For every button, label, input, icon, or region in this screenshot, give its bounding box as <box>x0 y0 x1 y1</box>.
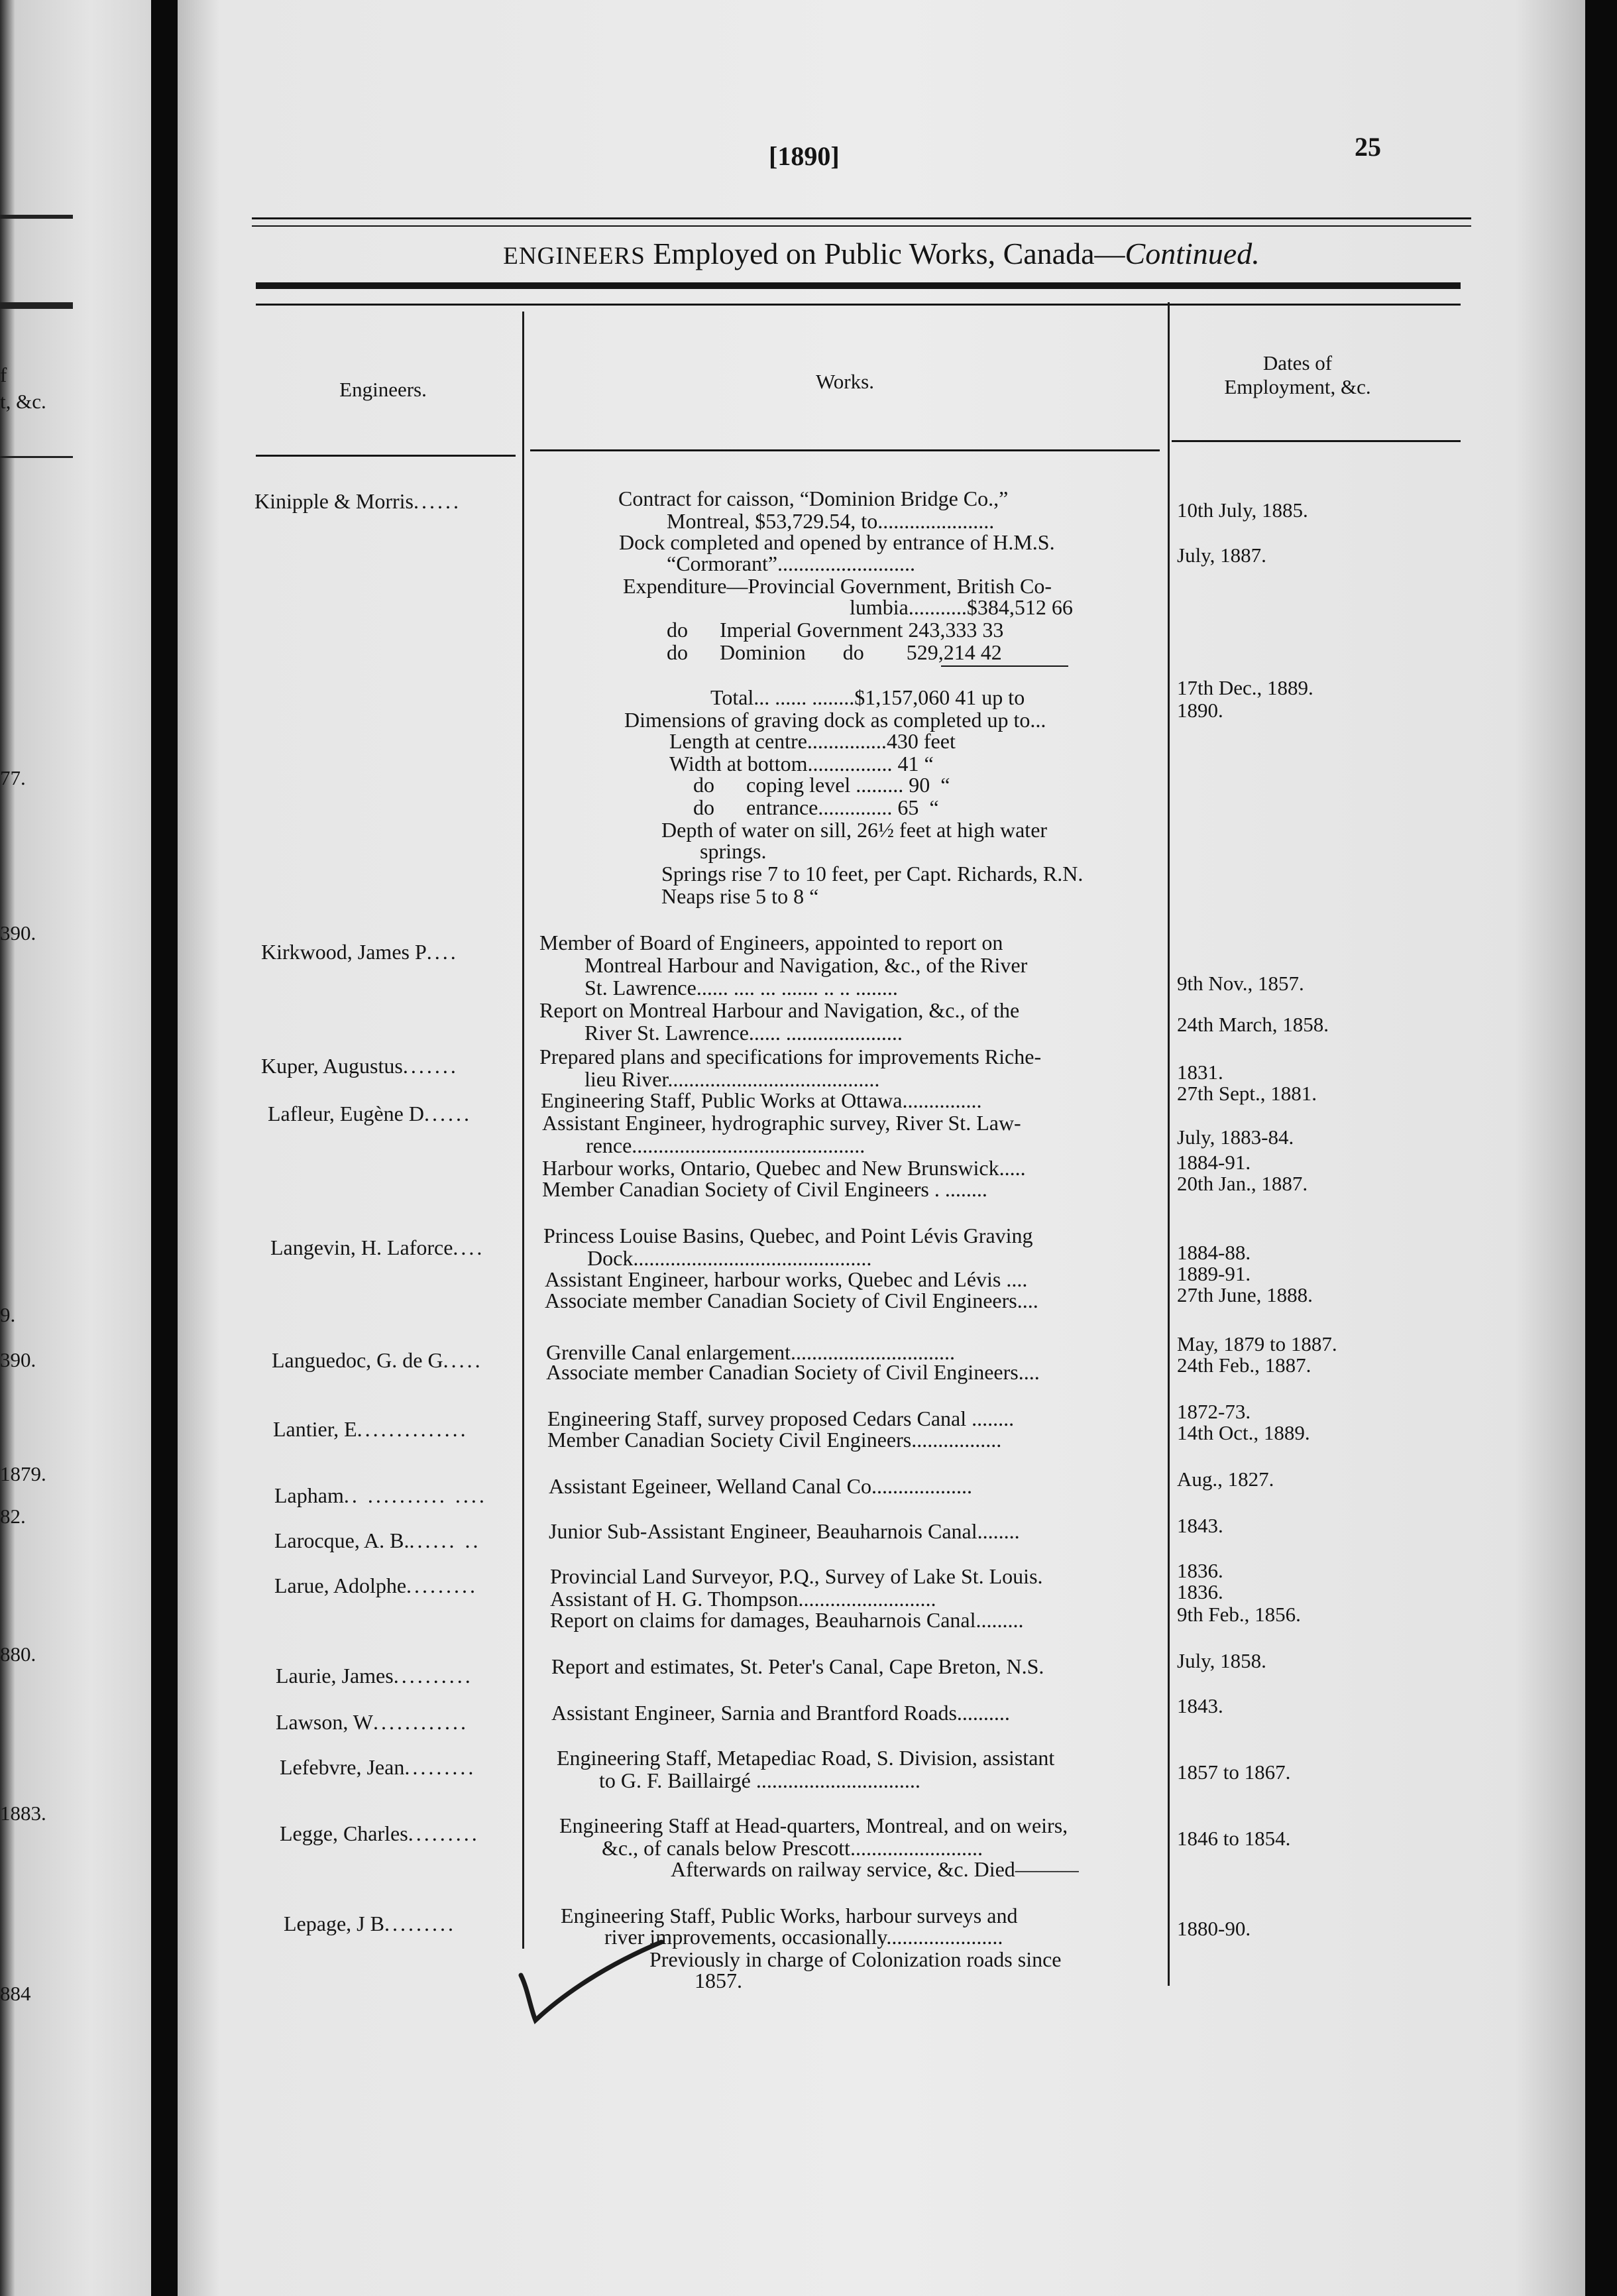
employment-date: 1884-88. <box>1177 1241 1251 1264</box>
handwritten-check-mark-icon <box>516 1935 668 2028</box>
facing-page-fragment: 82. <box>0 1505 26 1528</box>
engineer-name: Kirkwood, James P.... <box>261 940 459 964</box>
engineer-name: Lafleur, Eugène D...... <box>268 1102 472 1125</box>
employment-date: 17th Dec., 1889. <box>1177 676 1313 699</box>
work-line: Dock completed and opened by entrance of H.M.S. <box>619 530 1055 554</box>
engineer-name: Lantier, E.............. <box>273 1417 469 1441</box>
page-number: 25 <box>1355 132 1381 162</box>
facing-page-fragment: 1883. <box>0 1802 46 1825</box>
employment-date: 1836. <box>1177 1580 1223 1603</box>
work-line: do coping level ......... 90 “ <box>693 773 950 797</box>
work-line: St. Lawrence...... .... ... ....... .. .. ........ <box>585 976 898 1000</box>
work-line: Engineering Staff at Head-quarters, Montreal, and on weirs, <box>559 1813 1068 1837</box>
work-line: Previously in charge of Colonization roads since <box>649 1947 1062 1971</box>
page-year: [1890] <box>769 141 840 171</box>
work-line: Assistant Engineer, hydrographic survey, River St. Law- <box>542 1111 1021 1135</box>
work-line: do Imperial Government 243,333 33 <box>667 618 1004 642</box>
column-header-dates-line2: Employment, &c. <box>1224 375 1371 398</box>
employment-date: Aug., 1827. <box>1177 1467 1274 1491</box>
facing-page-fragment: f <box>0 363 7 386</box>
work-line: lumbia...........$384,512 66 <box>850 595 1073 619</box>
work-line: Prepared plans and specifications for improvements Riche- <box>539 1045 1042 1068</box>
work-line: Associate member Canadian Society of Civil Engineers.... <box>545 1289 1038 1312</box>
column-header-works: Works. <box>816 370 874 393</box>
title-rule <box>256 304 1461 306</box>
employment-date: 1831. <box>1177 1061 1223 1084</box>
header-underline <box>530 449 1160 451</box>
engineer-name: Lepage, J B......... <box>284 1912 456 1935</box>
employment-date: 1889-91. <box>1177 1262 1251 1285</box>
work-line: Engineering Staff, Public Works, harbour surveys and <box>561 1904 1018 1927</box>
work-line: river improvements, occasionally...................... <box>604 1925 1003 1949</box>
work-line: rence............................................ <box>586 1133 865 1157</box>
work-line: Princess Louise Basins, Quebec, and Point Lévis Graving <box>543 1224 1033 1247</box>
employment-date: 1884-91. <box>1177 1151 1251 1174</box>
work-line: &c., of canals below Prescott......................... <box>602 1836 983 1860</box>
facing-page-fragment: 1879. <box>0 1462 46 1485</box>
title-rest: Employed on Public Works, Canada— <box>645 237 1125 270</box>
employment-date: 1846 to 1854. <box>1177 1827 1291 1850</box>
column-header-dates-line1: Dates of <box>1262 351 1333 374</box>
work-line: Total... ...... ........$1,157,060 41 up to <box>710 685 1025 709</box>
employment-date: July, 1883-84. <box>1177 1125 1294 1149</box>
work-line: River St. Lawrence...... ...................... <box>585 1021 903 1045</box>
work-line: Assistant Engineer, Sarnia and Brantford Roads.......... <box>551 1701 1010 1725</box>
engineer-name: Kinipple & Morris...... <box>254 489 461 513</box>
facing-page-fragment: 390. <box>0 921 36 945</box>
work-line: Neaps rise 5 to 8 “ <box>661 884 819 908</box>
work-line: “Cormorant”.......................... <box>667 551 916 575</box>
facing-page-fragment: 9. <box>0 1303 16 1326</box>
work-line: Assistant Egeineer, Welland Canal Co................... <box>549 1474 972 1498</box>
title-continued: Continued. <box>1125 237 1260 270</box>
engineer-name: Languedoc, G. de G..... <box>272 1348 483 1372</box>
employment-date: May, 1879 to 1887. <box>1177 1332 1337 1355</box>
work-line: Contract for caisson, “Dominion Bridge Co.,” <box>618 487 1009 510</box>
facing-page-rule <box>0 302 73 309</box>
facing-page-fragment: 390. <box>0 1348 36 1371</box>
work-line: Montreal Harbour and Navigation, &c., of the River <box>585 953 1028 977</box>
engineer-name: Legge, Charles......... <box>280 1821 480 1845</box>
engineer-name: Laurie, James.......... <box>276 1664 473 1688</box>
work-line: Engineering Staff, survey proposed Cedars Canal ........ <box>547 1406 1015 1430</box>
employment-date: 1890. <box>1177 699 1223 722</box>
column-divider <box>522 312 524 1949</box>
work-line: Dock............................................. <box>587 1246 872 1270</box>
employment-date: 1843. <box>1177 1514 1223 1537</box>
work-line: Associate member Canadian Society of Civil Engineers.... <box>546 1360 1040 1384</box>
work-line: do Dominion do 529,214 42 <box>667 640 1002 664</box>
column-header-engineers: Engineers. <box>339 378 427 401</box>
work-line: Montreal, $53,729.54, to...................... <box>667 509 995 533</box>
header-rule <box>252 217 1471 219</box>
work-line: Report and estimates, St. Peter's Canal, Cape Breton, N.S. <box>551 1654 1044 1678</box>
facing-page-fragment: 880. <box>0 1642 36 1666</box>
header-underline <box>256 455 516 457</box>
engineer-name: Lefebvre, Jean......... <box>280 1755 476 1779</box>
employment-date: July, 1858. <box>1177 1649 1266 1672</box>
work-line: Grenville Canal enlargement............................... <box>546 1340 956 1364</box>
facing-page-rule <box>0 215 73 219</box>
work-line: springs. <box>700 839 767 863</box>
sum-rule <box>941 665 1068 667</box>
work-line: Engineering Staff, Public Works at Ottawa............... <box>541 1088 982 1112</box>
column-divider <box>1168 302 1170 1986</box>
work-line: Member Canadian Society Civil Engineers................. <box>547 1428 1002 1452</box>
engineer-name: Kuper, Augustus....... <box>261 1054 459 1078</box>
employment-date: 24th March, 1858. <box>1177 1013 1329 1036</box>
facing-page-fragment: t, &c. <box>0 390 46 413</box>
facing-page-rule <box>0 456 73 458</box>
work-line: Assistant Engineer, harbour works, Quebec and Lévis .... <box>545 1267 1028 1291</box>
header-underline <box>1172 440 1461 442</box>
work-line: 1857. <box>695 1969 742 1992</box>
work-line: Width at bottom................ 41 “ <box>669 752 934 775</box>
employment-date: July, 1887. <box>1177 544 1266 567</box>
engineer-name: Langevin, H. Laforce.... <box>270 1235 485 1259</box>
employment-date: 9th Feb., 1856. <box>1177 1603 1301 1626</box>
work-line: Member Canadian Society of Civil Engineers . ........ <box>542 1177 987 1201</box>
engineer-name: Lawson, W............ <box>276 1710 469 1734</box>
work-line: Member of Board of Engineers, appointed to report on <box>539 931 1003 954</box>
work-line: Report on claims for damages, Beauharnois Canal......... <box>550 1608 1024 1632</box>
document-page <box>178 0 1585 2296</box>
engineer-name: Larocque, A. B....... .. <box>274 1528 481 1552</box>
table-title <box>178 236 1585 271</box>
work-line: Report on Montreal Harbour and Navigation, &c., of the <box>539 998 1020 1022</box>
work-line: Dimensions of graving dock as completed up to... <box>624 708 1046 732</box>
work-line: Harbour works, Ontario, Quebec and New Brunswick..... <box>542 1156 1026 1180</box>
engineer-name: Larue, Adolphe......... <box>274 1574 478 1597</box>
employment-date: 27th June, 1888. <box>1177 1283 1313 1306</box>
work-line: Springs rise 7 to 10 feet, per Capt. Richards, R.N. <box>661 862 1084 886</box>
work-line: Junior Sub-Assistant Engineer, Beauharnois Canal........ <box>549 1519 1020 1543</box>
employment-date: 10th July, 1885. <box>1177 498 1308 522</box>
facing-page-edge <box>0 0 151 2296</box>
employment-date: 1880-90. <box>1177 1917 1251 1940</box>
work-line: Length at centre...............430 feet <box>669 729 956 753</box>
title-lead: ENGINEERS <box>503 243 645 270</box>
employment-date: 20th Jan., 1887. <box>1177 1172 1308 1195</box>
title-rule <box>256 282 1461 289</box>
facing-page-fragment: 77. <box>0 766 26 789</box>
employment-date: 1836. <box>1177 1559 1223 1582</box>
work-line: Provincial Land Surveyor, P.Q., Survey of Lake St. Louis. <box>550 1564 1043 1588</box>
employment-date: 1872-73. <box>1177 1400 1251 1423</box>
employment-date: 27th Sept., 1881. <box>1177 1082 1317 1105</box>
employment-date: 24th Feb., 1887. <box>1177 1353 1311 1377</box>
work-line: Assistant of H. G. Thompson.......................... <box>550 1587 936 1611</box>
work-line: to G. F. Baillairgé ............................... <box>599 1768 920 1792</box>
header-rule <box>252 225 1471 227</box>
work-line: Afterwards on railway service, &c. Died——— <box>671 1857 1079 1881</box>
engineer-name: Lapham.. .......... .... <box>274 1483 487 1507</box>
work-line: do entrance.............. 65 “ <box>693 795 939 819</box>
work-line: Engineering Staff, Metapediac Road, S. Division, assistant <box>557 1746 1055 1770</box>
employment-date: 14th Oct., 1889. <box>1177 1421 1310 1444</box>
facing-page-fragment: 884 <box>0 1982 31 2005</box>
employment-date: 1857 to 1867. <box>1177 1760 1291 1784</box>
employment-date: 1843. <box>1177 1694 1223 1717</box>
work-line: Expenditure—Provincial Government, British Co- <box>623 574 1052 598</box>
employment-date: 9th Nov., 1857. <box>1177 972 1304 995</box>
work-line: lieu River........................................ <box>585 1067 880 1091</box>
work-line: Depth of water on sill, 26½ feet at high water <box>661 818 1048 842</box>
